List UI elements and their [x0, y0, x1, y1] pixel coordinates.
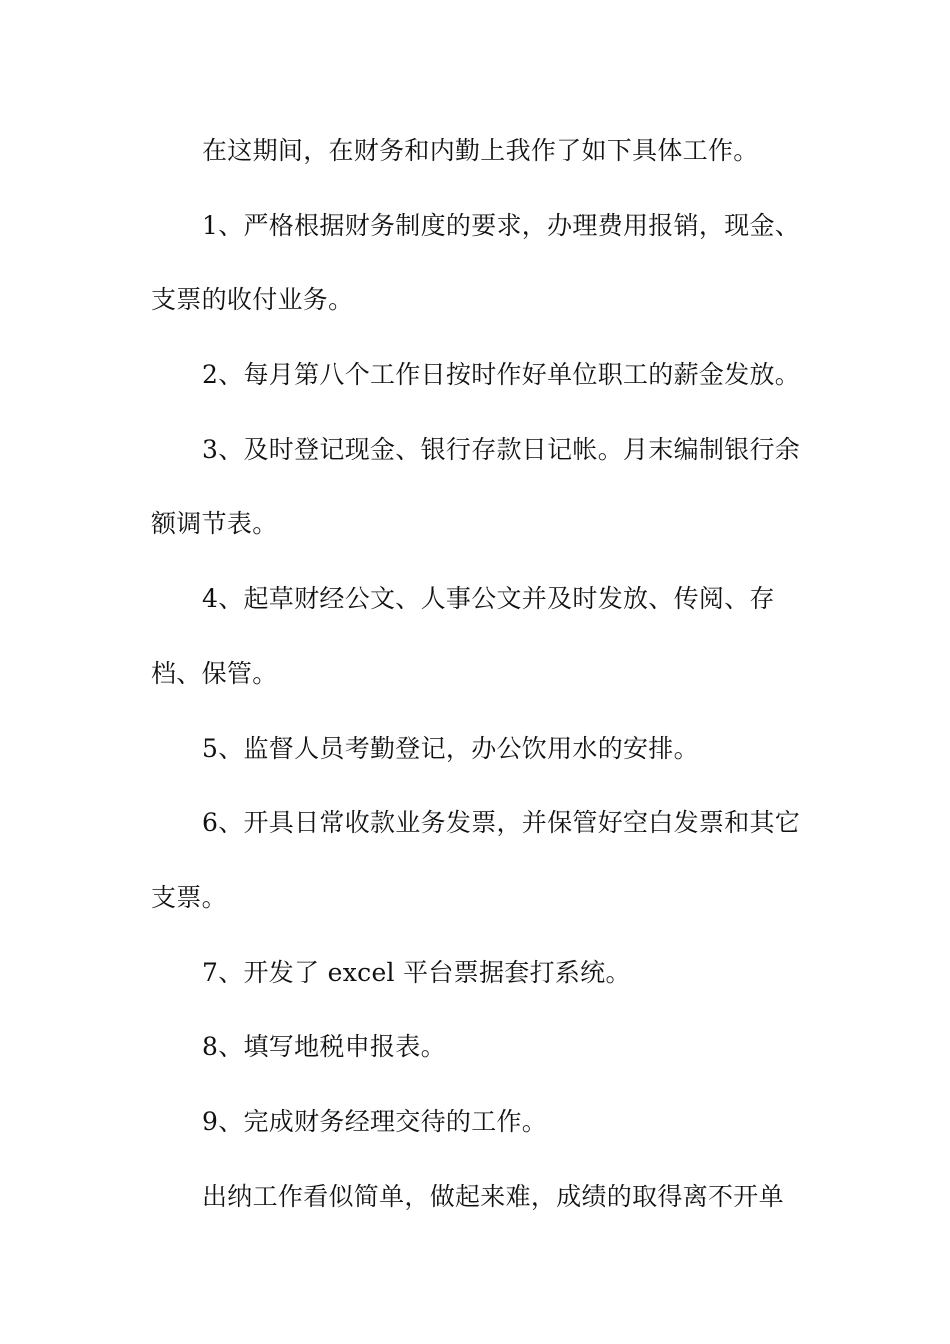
- list-item-3: 3、及时登记现金、银行存款日记帐。月末编制银行余: [202, 434, 801, 464]
- list-item-1: 1、严格根据财务制度的要求，办理费用报销，现金、: [202, 210, 801, 240]
- list-item-2: 2、每月第八个工作日按时作好单位职工的薪金发放。: [202, 360, 801, 390]
- list-item-1-continued: 支票的收付业务。: [151, 285, 354, 315]
- list-item-5: 5、监督人员考勤登记，办公饮用水的安排。: [202, 733, 699, 763]
- list-item-6-continued: 支票。: [151, 882, 227, 912]
- list-item-3-continued: 额调节表。: [151, 509, 278, 539]
- document-body: [151, 129, 811, 1249]
- paragraph-summary: 出纳工作看似简单，做起来难，成绩的取得离不开单: [202, 1181, 784, 1211]
- list-item-4-continued: 档、保管。: [151, 658, 278, 688]
- list-item-6: 6、开具日常收款业务发票，并保管好空白发票和其它: [202, 808, 801, 838]
- list-item-7: 7、开发了 excel 平台票据套打系统。: [202, 957, 631, 987]
- list-item-9: 9、完成财务经理交待的工作。: [202, 1106, 548, 1136]
- list-item-8: 8、填写地税申报表。: [202, 1032, 446, 1062]
- list-item-4: 4、起草财经公文、人事公文并及时发放、传阅、存: [202, 584, 775, 614]
- paragraph-intro: 在这期间，在财务和内勤上我作了如下具体工作。: [202, 136, 759, 165]
